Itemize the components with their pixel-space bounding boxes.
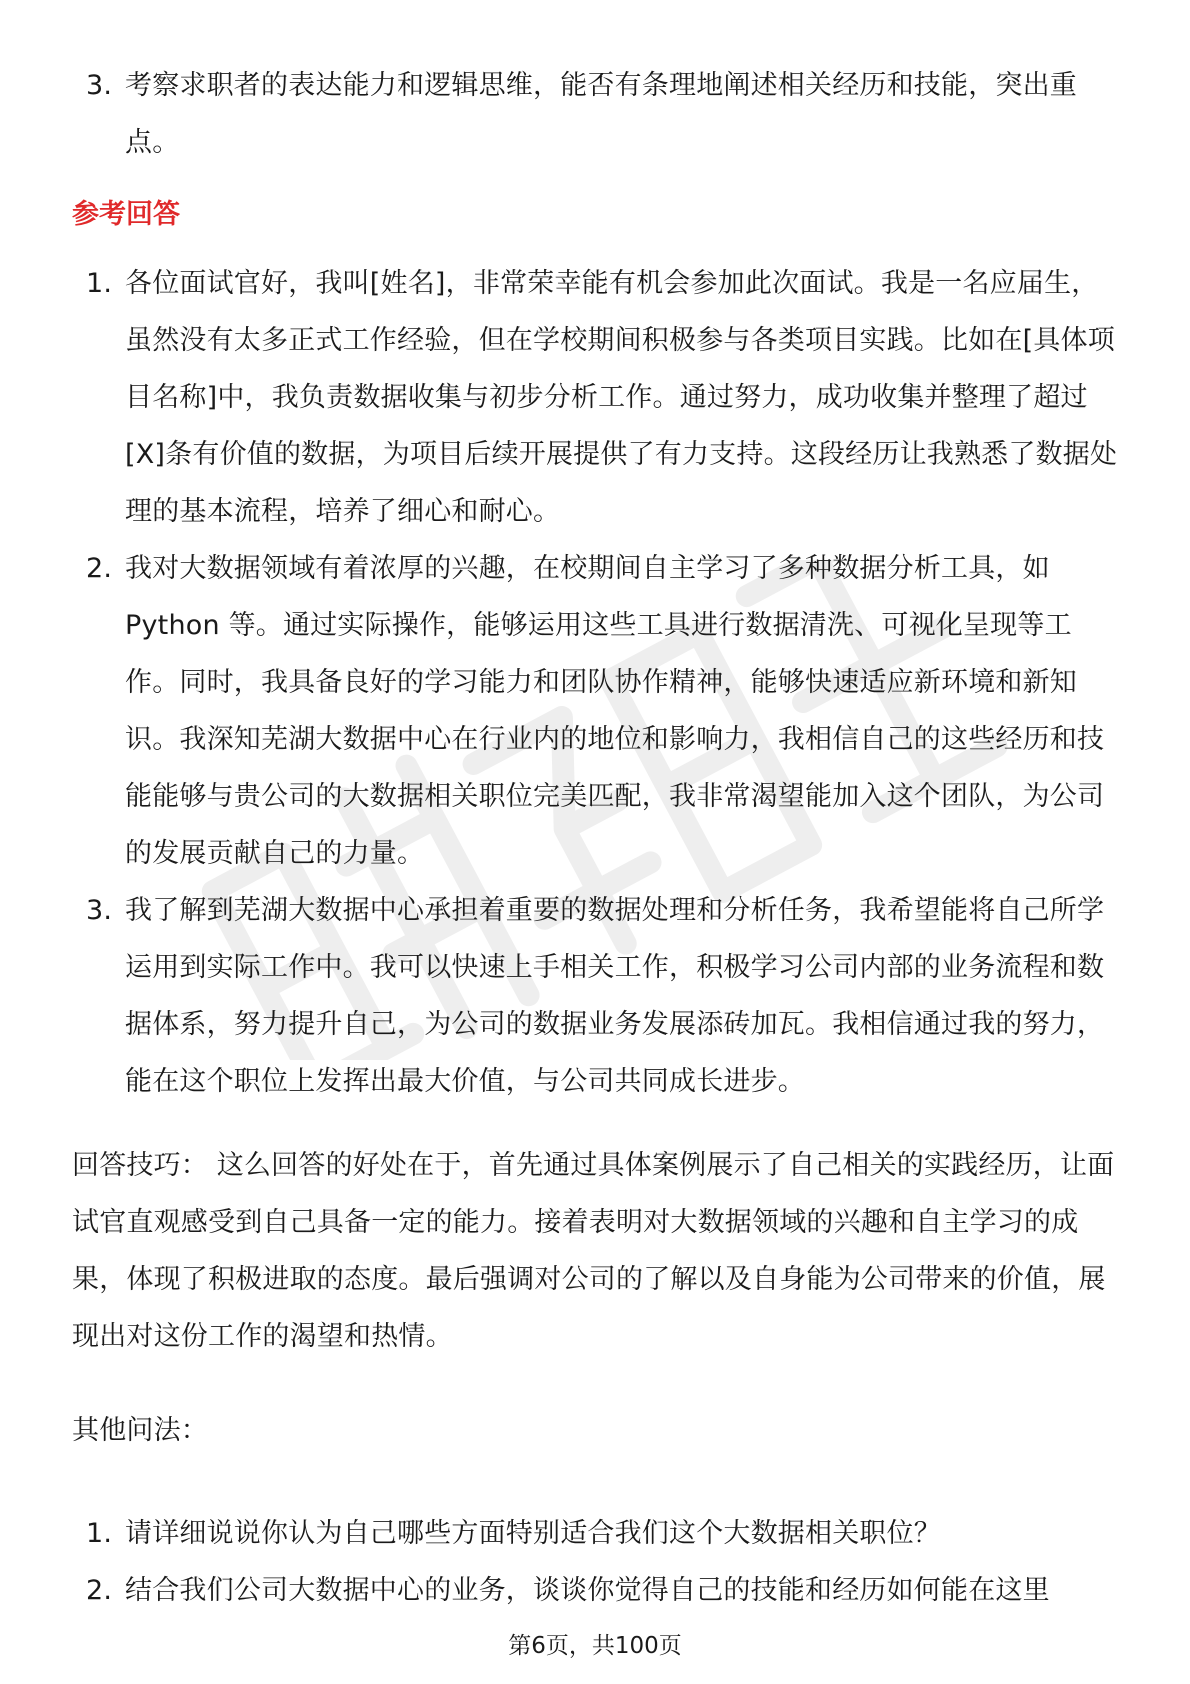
list-item-text: 各位面试官好，我叫[姓名]，非常荣幸能有机会参加此次面试。我是一名应届生，虽然没有太多正式工作经验，但在学校期间积极参与各类项目实践。比如在[具体项目名称]中，我负责数据收集与初步分析工作。通过努力，成功收集并整理了超过[X]条有价值的数据，为项目后续开展提供了有力支持。这段经历让我熟悉了数据处理的基本流程，培养了细心和耐心。 xyxy=(125,268,1118,527)
list-item-text: 我了解到芜湖大数据中心承担着重要的数据处理和分析任务，我希望能将自己所学运用到实际工作中。我可以快速上手相关工作，积极学习公司内部的业务流程和数据体系，努力提升自己，为公司的数据业务发展添砖加瓦。我相信通过我的努力，能在这个职位上发挥出最大价值，与公司共同成长进步。 xyxy=(125,895,1105,1097)
list-item-text: 考察求职者的表达能力和逻辑思维，能否有条理地阐述相关经历和技能，突出重点。 xyxy=(125,70,1077,158)
list-item-number: 1. xyxy=(86,268,113,299)
list-item xyxy=(72,1562,1122,1619)
answer-tips-paragraph: 回答技巧： 这么回答的好处在于，首先通过具体案例展示了自己相关的实践经历，让面试官直观感受到自己具备一定的能力。接着表明对大数据领域的兴趣和自主学习的成果，体现了积极进取的态度。最后强调对公司的了解以及自身能为公司带来的价值，展现出对这份工作的渴望和热情。 xyxy=(72,1150,1115,1352)
list-item xyxy=(72,255,1122,540)
other-questions-title: 其他问法： xyxy=(72,1415,208,1446)
list-item xyxy=(72,882,1122,1110)
list-item-text: 结合我们公司大数据中心的业务，谈谈你觉得自己的技能和经历如何能在这里 xyxy=(125,1575,1050,1606)
answer-list xyxy=(72,255,1122,1110)
list-item-number: 2. xyxy=(86,1575,113,1606)
list-item-number: 2. xyxy=(86,553,113,584)
list-item-number: 3. xyxy=(86,70,113,101)
list-item xyxy=(72,540,1122,882)
list-item-text: 请详细说说你认为自己哪些方面特别适合我们这个大数据相关职位？ xyxy=(125,1518,941,1549)
list-item-number: 1. xyxy=(86,1518,113,1549)
list-item xyxy=(72,1505,1122,1562)
page-footer: 第6页，共100页 xyxy=(508,1633,682,1659)
list-item-number: 3. xyxy=(86,895,113,926)
list-item-text: 我对大数据领域有着浓厚的兴趣，在校期间自主学习了多种数据分析工具，如 Python 等。通过实际操作，能够运用这些工具进行数据清洗、可视化呈现等工作。同时，我具备良好的学习能力和团队协作精神，能够快速适应新环境和新知识。我深知芜湖大数据中心在行业内的地位和影响力，我相信自己的这些经历和技能能够与贵公司的大数据相关职位完美匹配，我非常渴望能加入这个团队，为公司的发展贡献自己的力量。 xyxy=(125,553,1105,869)
list-item xyxy=(72,57,1122,171)
criteria-list xyxy=(72,57,1122,171)
other-questions-list xyxy=(72,1505,1122,1619)
section-heading-answer: 参考回答 xyxy=(72,199,180,230)
